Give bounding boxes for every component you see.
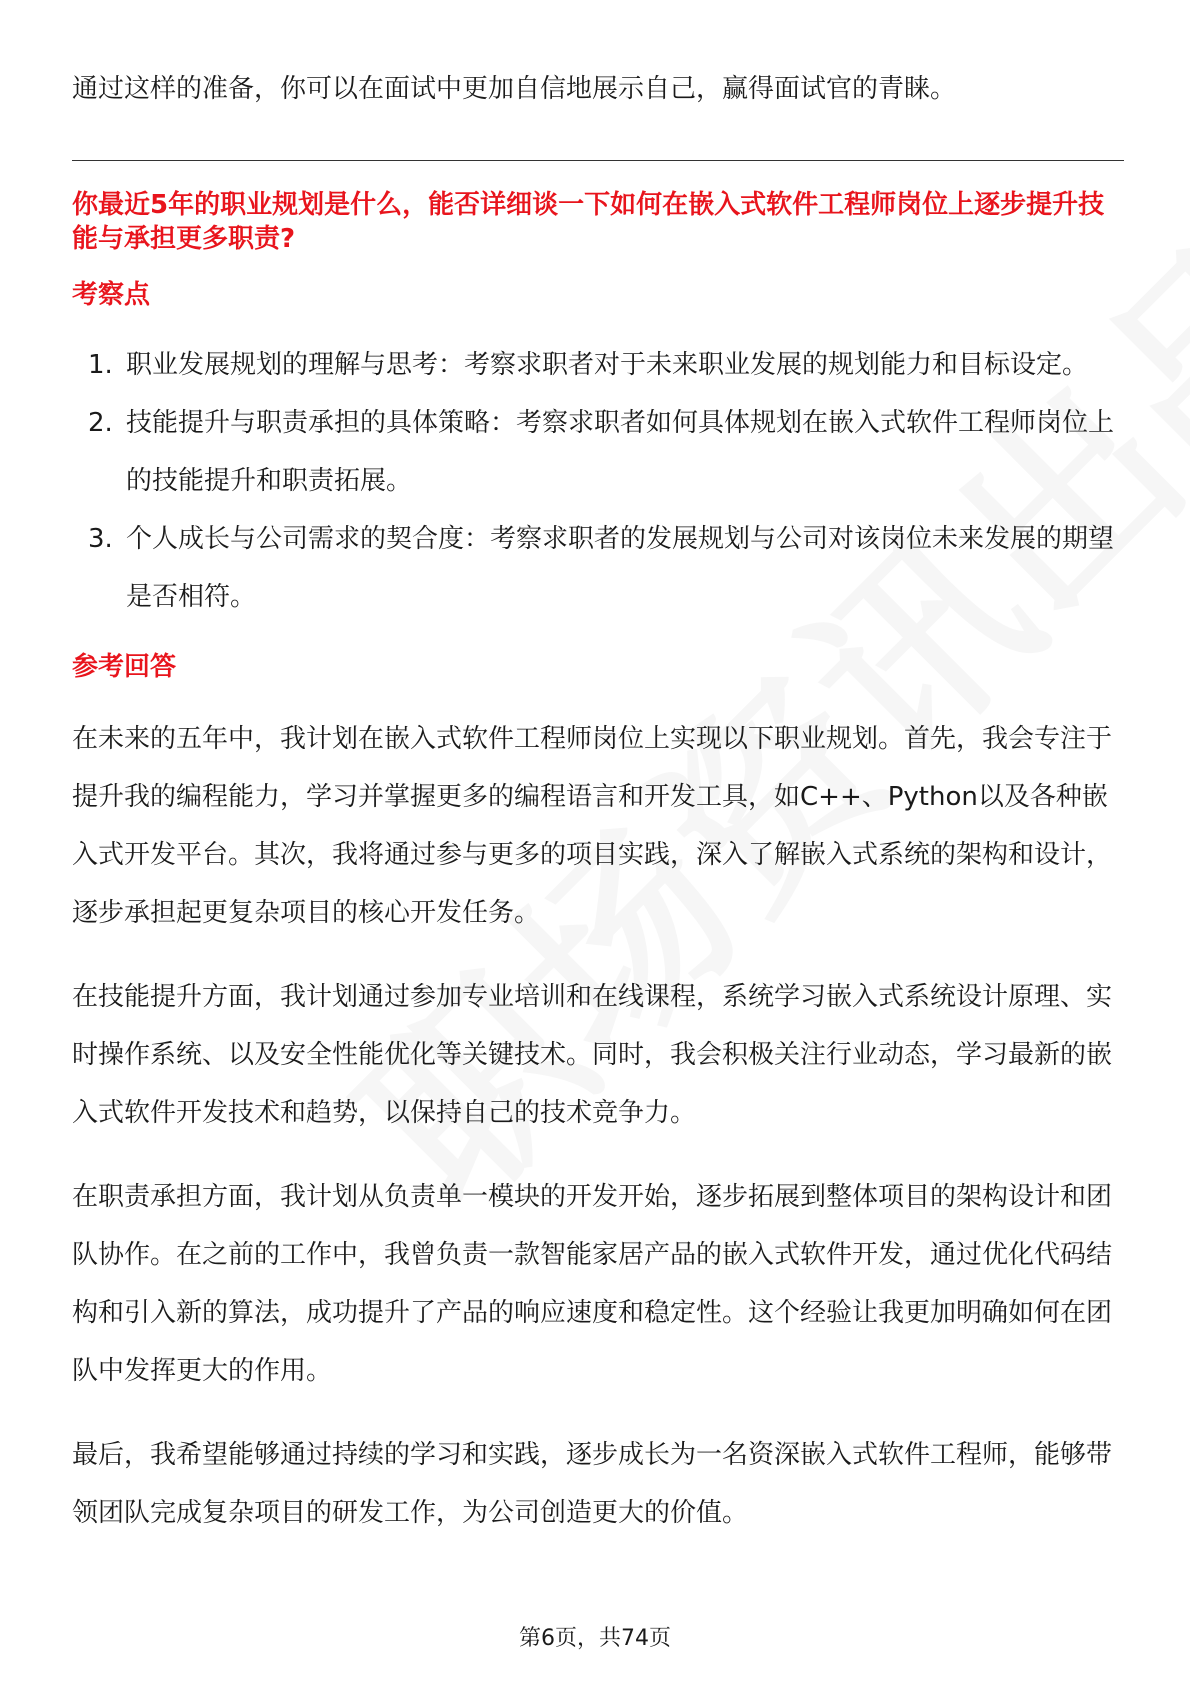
page-number-footer: 第6页，共74页 — [519, 1626, 671, 1651]
answer-paragraph: 最后，我希望能够通过持续的学习和实践，逐步成长为一名资深嵌入式软件工程师，能够带领团队完成复杂项目的研发工作，为公司创造更大的价值。 — [72, 1440, 1113, 1528]
list-item — [72, 336, 1128, 394]
question-heading: 你最近5年的职业规划是什么，能否详细谈一下如何在嵌入式软件工程师岗位上逐步提升技能与承担更多职责? — [72, 190, 1105, 254]
answer-paragraph: 在职责承担方面，我计划从负责单一模块的开发开始，逐步拓展到整体项目的架构设计和团队协作。在之前的工作中，我曾负责一款智能家居产品的嵌入式软件开发，通过优化代码结构和引入新的算法，成功提升了产品的响应速度和稳定性。这个经验让我更加明确如何在团队中发挥更大的作用。 — [72, 1182, 1113, 1386]
section-title-points: 考察点 — [72, 280, 151, 310]
answer-paragraph: 在技能提升方面，我计划通过参加专业培训和在线课程，系统学习嵌入式系统设计原理、实时操作系统、以及安全性能优化等关键技术。同时，我会积极关注行业动态，学习最新的嵌入式软件开发技术和趋势，以保持自己的技术竞争力。 — [72, 982, 1113, 1128]
list-item-text: 技能提升与职责承担的具体策略：考察求职者如何具体规划在嵌入式软件工程师岗位上的技能提升和职责拓展。 — [126, 408, 1115, 496]
section-title-answer: 参考回答 — [72, 652, 177, 682]
list-number: 2. — [88, 408, 113, 438]
list-item — [72, 394, 1128, 510]
answer-paragraph: 在未来的五年中，我计划在嵌入式软件工程师岗位上实现以下职业规划。首先，我会专注于提升我的编程能力，学习并掌握更多的编程语言和开发工具，如C++、Python以及各种嵌入式开发平台。其次，我将通过参与更多的项目实践，深入了解嵌入式系统的架构和设计，逐步承担起更复杂项目的核心开发任务。 — [72, 724, 1113, 928]
list-number: 3. — [88, 524, 113, 554]
list-number: 1. — [88, 350, 113, 380]
list-item-text: 职业发展规划的理解与思考：考察求职者对于未来职业发展的规划能力和目标设定。 — [126, 350, 1089, 380]
intro-paragraph: 通过这样的准备，你可以在面试中更加自信地展示自己，赢得面试官的青睐。 — [72, 74, 957, 104]
section-divider — [72, 160, 1124, 161]
list-item-text: 个人成长与公司需求的契合度：考察求职者的发展规划与公司对该岗位未来发展的期望是否相符。 — [126, 524, 1115, 612]
points-list — [72, 336, 1128, 626]
list-item — [72, 510, 1128, 626]
page-content — [72, 60, 1128, 1542]
